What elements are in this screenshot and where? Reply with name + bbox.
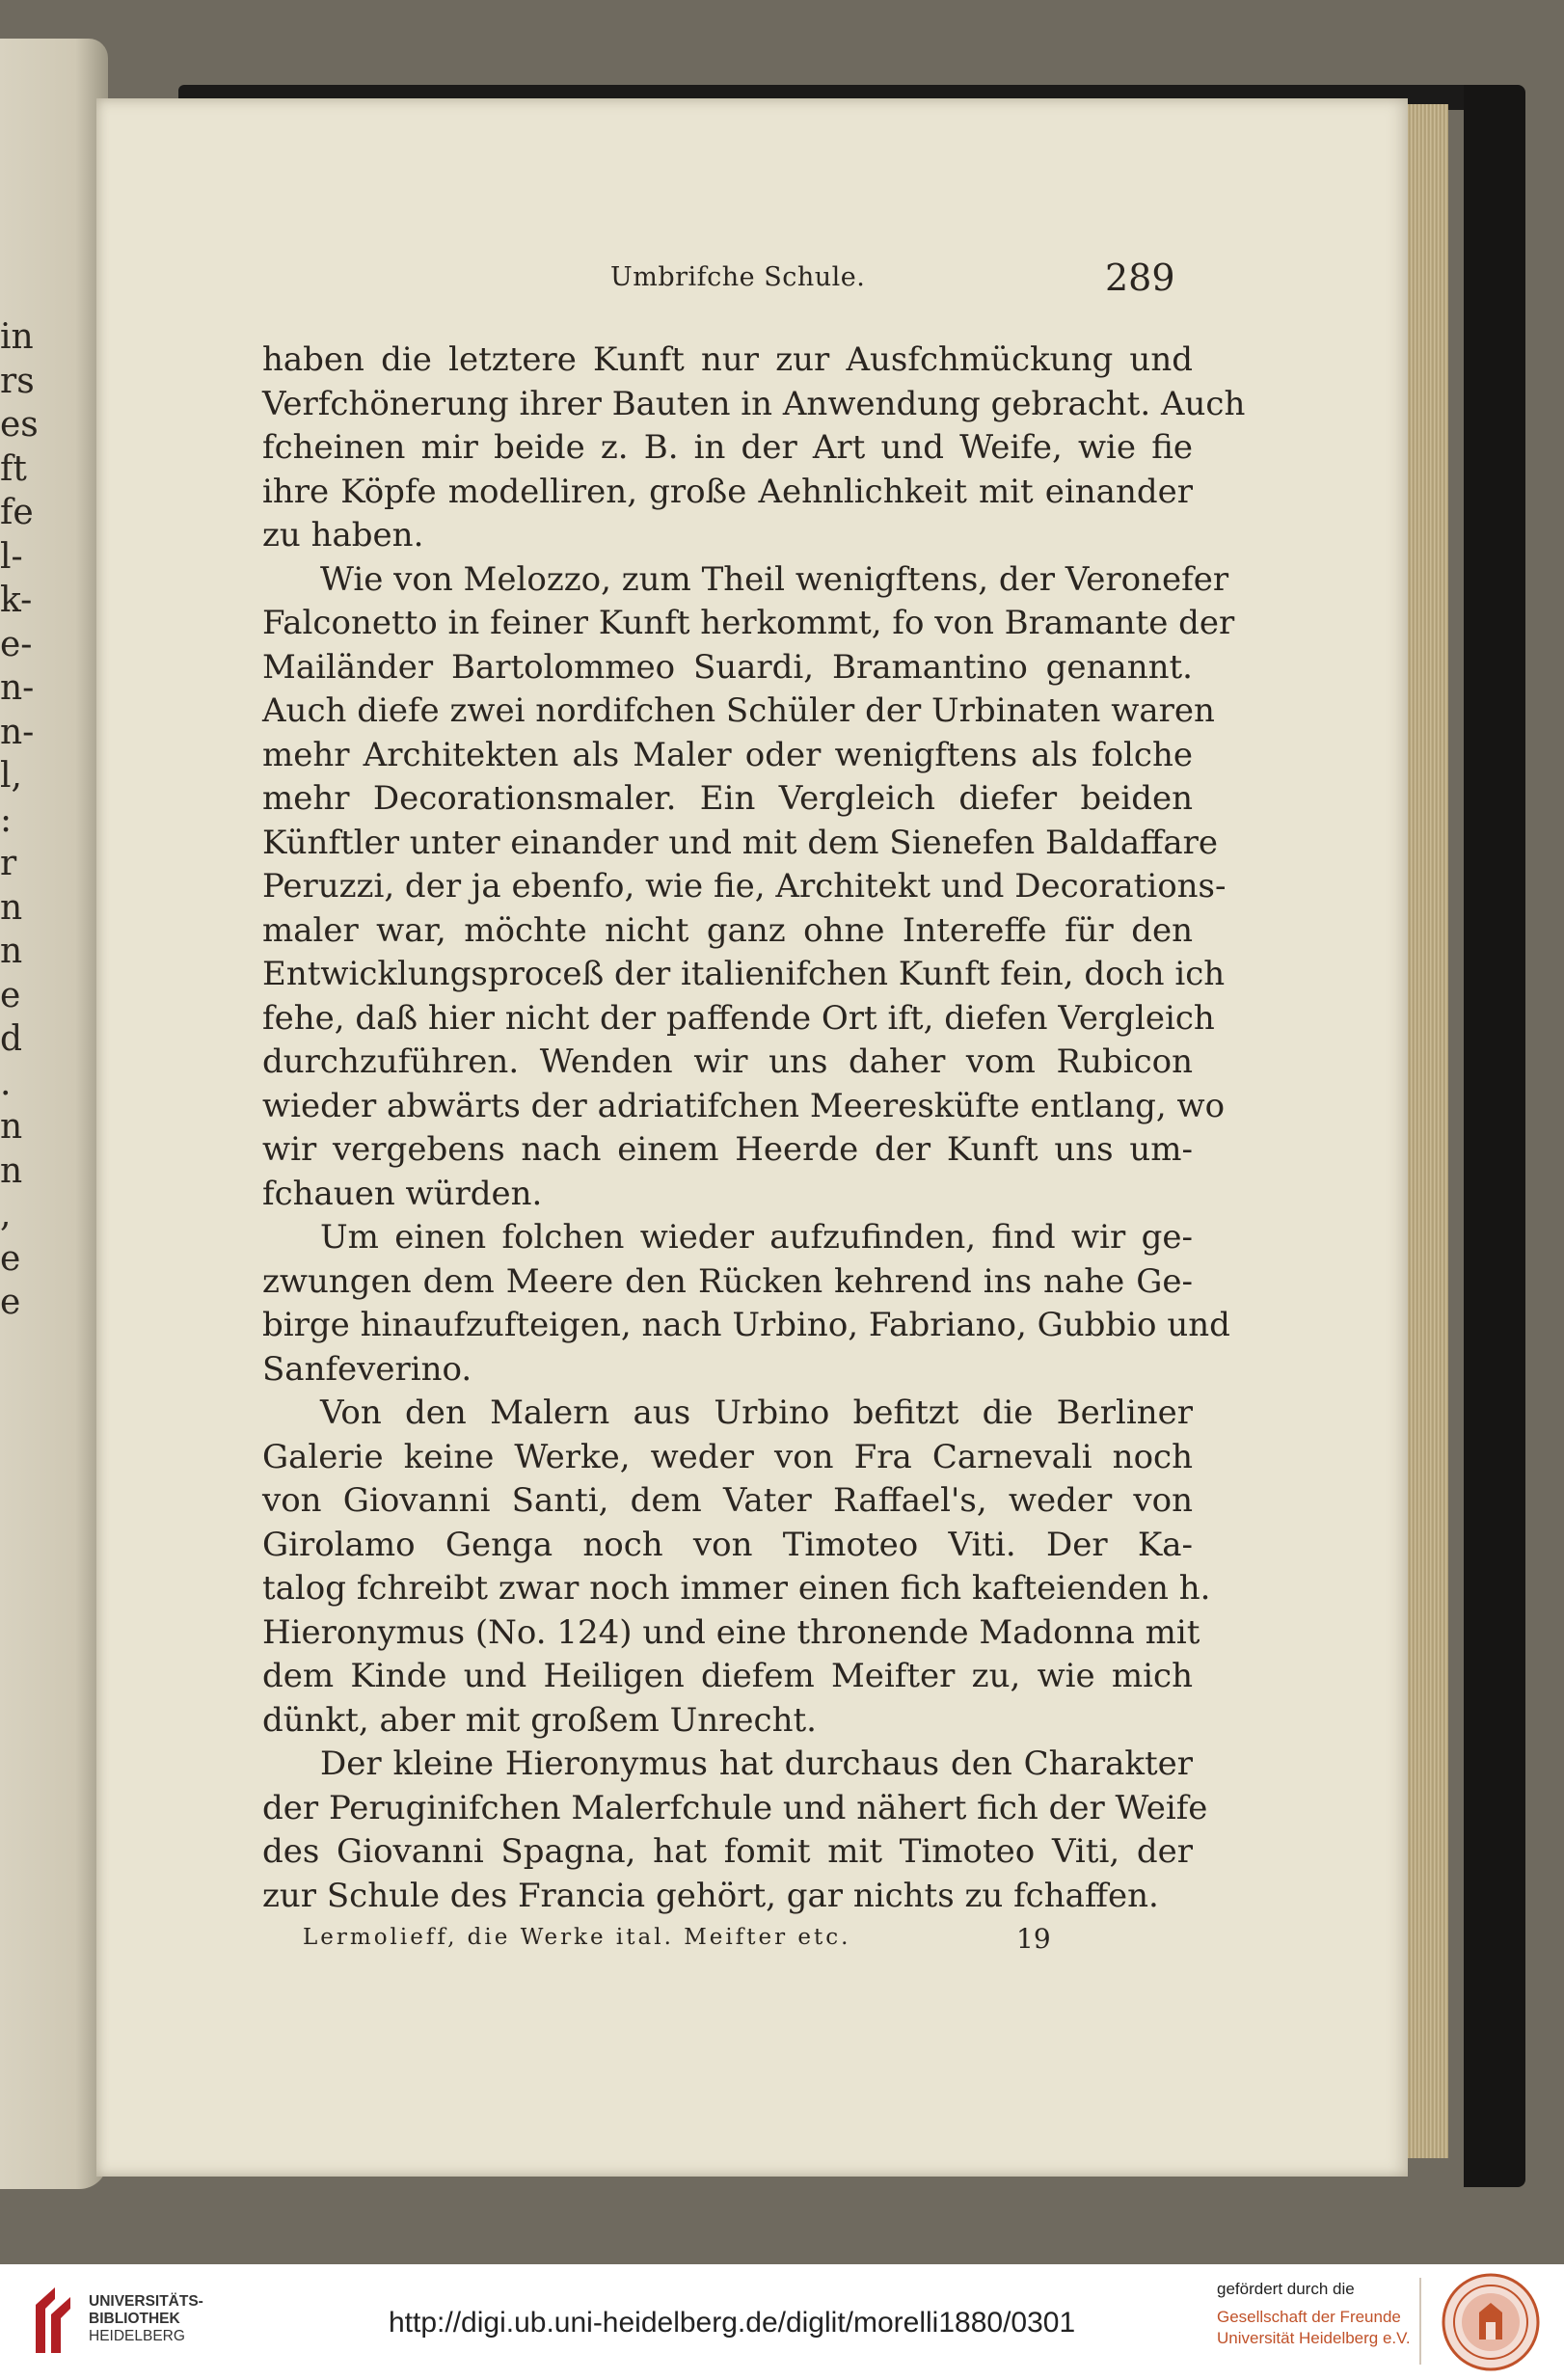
library-logo-icon — [32, 2282, 76, 2357]
text-line: zur Schule des Francia gehört, gar nichts zu fchaffen. — [262, 1876, 1159, 1915]
facing-page-fragment: e — [0, 1238, 21, 1279]
facing-page-fragment: fe — [0, 493, 34, 532]
text-line: Verfchönerung ihrer Bauten in Anwendung gebracht. Auch — [262, 384, 1246, 423]
text-line: dem Kinde und Heiligen diefem Meifter zu, wie mich — [262, 1657, 1193, 1695]
facing-page-fragment: n — [0, 887, 23, 928]
facing-page-fragment: k- — [0, 581, 33, 620]
text-line: fehe, daß hier nicht der paffende Ort ift, diefen Vergleich — [262, 998, 1215, 1038]
text-line: wir vergebens nach einem Heerde der Kunft uns um- — [262, 1130, 1193, 1169]
text-line: der Peruginifchen Malerfchule und nähert fich der Weife — [262, 1788, 1208, 1827]
facing-page-fragment: ft — [0, 448, 27, 489]
text-line: talog fchreibt zwar noch immer einen fich kafteienden h. — [262, 1569, 1211, 1608]
text-line: Peruzzi, der ja ebenfo, wie fie, Architekt und Decorations- — [262, 867, 1227, 906]
left-page-edge — [0, 39, 108, 2189]
facing-page-fragment: n — [0, 1107, 23, 1147]
text-line: Girolamo Genga noch von Timoteo Viti. Der Ka- — [262, 1525, 1193, 1564]
text-line: Wie von Melozzo, zum Theil wenigftens, der Veronefer — [320, 559, 1229, 599]
text-line: wieder abwärts der adriatifchen Meeresküfte entlang, wo — [262, 1086, 1226, 1125]
facing-page-fragment: e — [0, 1283, 21, 1322]
facing-page-fragment: n- — [0, 668, 35, 708]
text-line: Der kleine Hieronymus hat durchaus den Charakter — [320, 1744, 1193, 1783]
facing-page-fragment: n — [0, 1150, 23, 1191]
facing-page-fragment: . — [0, 1063, 12, 1103]
facing-page-fragment: e — [0, 975, 21, 1015]
text-line: Künftler unter einander und mit dem Sienefen Baldaffare — [262, 823, 1218, 862]
funded-by-label: gefördert durch die — [1217, 2280, 1355, 2298]
text-line: Um einen folchen wieder aufzufinden, find wir ge- — [320, 1218, 1193, 1257]
text-line: Auch diefe zwei nordifchen Schüler der Urbinaten waren — [262, 691, 1215, 730]
text-line: Von den Malern aus Urbino befitzt die Berliner — [320, 1393, 1193, 1432]
text-line: Entwicklungsproceß der italienifchen Kunft fein, doch ich — [262, 955, 1226, 993]
footer-bar — [0, 2264, 1564, 2380]
permalink-url[interactable]: http://digi.ub.uni-heidelberg.de/diglit/morelli1880/0301 — [389, 2307, 1076, 2339]
library-name: UNIVERSITÄTS- BIBLIOTHEK HEIDELBERG — [89, 2293, 203, 2344]
text-line: mehr Decorationsmaler. Ein Vergleich diefer beiden — [262, 779, 1193, 818]
text-line: fchauen würden. — [262, 1174, 543, 1213]
facing-page-fragment: r — [0, 844, 17, 883]
footer-divider — [1419, 2278, 1421, 2365]
facing-page-fragment: in — [0, 317, 34, 357]
society-name: Gesellschaft der Freunde Universität Heidelberg e.V. — [1217, 2308, 1411, 2347]
text-line: birge hinaufzufteigen, nach Urbino, Fabriano, Gubbio und — [262, 1306, 1230, 1344]
text-line: des Giovanni Spagna, hat fomit mit Timoteo Viti, der — [262, 1832, 1193, 1871]
page-number: 289 — [1105, 257, 1175, 299]
text-line: von Giovanni Santi, dem Vater Raffael's, weder von — [262, 1481, 1193, 1520]
facing-page-fragment: l, — [0, 756, 22, 796]
running-head: Umbrifche Schule. — [610, 262, 866, 292]
university-seal-icon — [1441, 2272, 1541, 2372]
text-line: maler war, möchte nicht ganz ohne Intereffe für den — [262, 910, 1193, 950]
facing-page-fragment: d — [0, 1019, 23, 1059]
text-line: fcheinen mir beide z. B. in der Art und Weife, wie fie — [262, 428, 1193, 467]
text-line: Sanfeverino. — [262, 1349, 472, 1389]
text-line: zwungen dem Meere den Rücken kehrend ins nahe Ge- — [262, 1261, 1193, 1301]
text-line: haben die letztere Kunft nur zur Ausfchmückung und — [262, 340, 1193, 379]
facing-page-fragment: n- — [0, 712, 35, 752]
facing-page-fragment: : — [0, 799, 13, 840]
text-line: Hieronymus (No. 124) und eine thronende Madonna mit — [262, 1612, 1200, 1652]
text-line: dünkt, aber mit großem Unrecht. — [262, 1700, 817, 1740]
text-line: Mailänder Bartolommeo Suardi, Bramantino genannt. — [262, 647, 1193, 687]
text-line: zu haben. — [262, 516, 424, 554]
text-line: durchzuführen. Wenden wir uns daher vom Rubicon — [262, 1042, 1193, 1081]
facing-page-fragment: n — [0, 932, 23, 971]
facing-page-fragment: es — [0, 405, 39, 445]
facing-page-fragment: l- — [0, 536, 23, 577]
facing-page-fragment: rs — [0, 361, 35, 401]
body-text — [262, 338, 1246, 1918]
sheet-number: 19 — [1016, 1923, 1051, 1955]
signature-line: Lermolieff, die Werke ital. Meifter etc. — [303, 1925, 851, 1950]
facing-page-fragment: e- — [0, 624, 33, 664]
text-line: Galerie keine Werke, weder von Fra Carnevali noch — [262, 1437, 1193, 1476]
facing-page-fragment: , — [0, 1195, 12, 1234]
text-line: mehr Architekten als Maler oder wenigftens als folche — [262, 735, 1193, 774]
book-cover-right — [1464, 85, 1525, 2187]
text-line: ihre Köpfe modelliren, große Aehnlichkeit mit einander — [262, 472, 1193, 511]
text-line: Falconetto in feiner Kunft herkommt, fo von Bramante der — [262, 604, 1235, 642]
